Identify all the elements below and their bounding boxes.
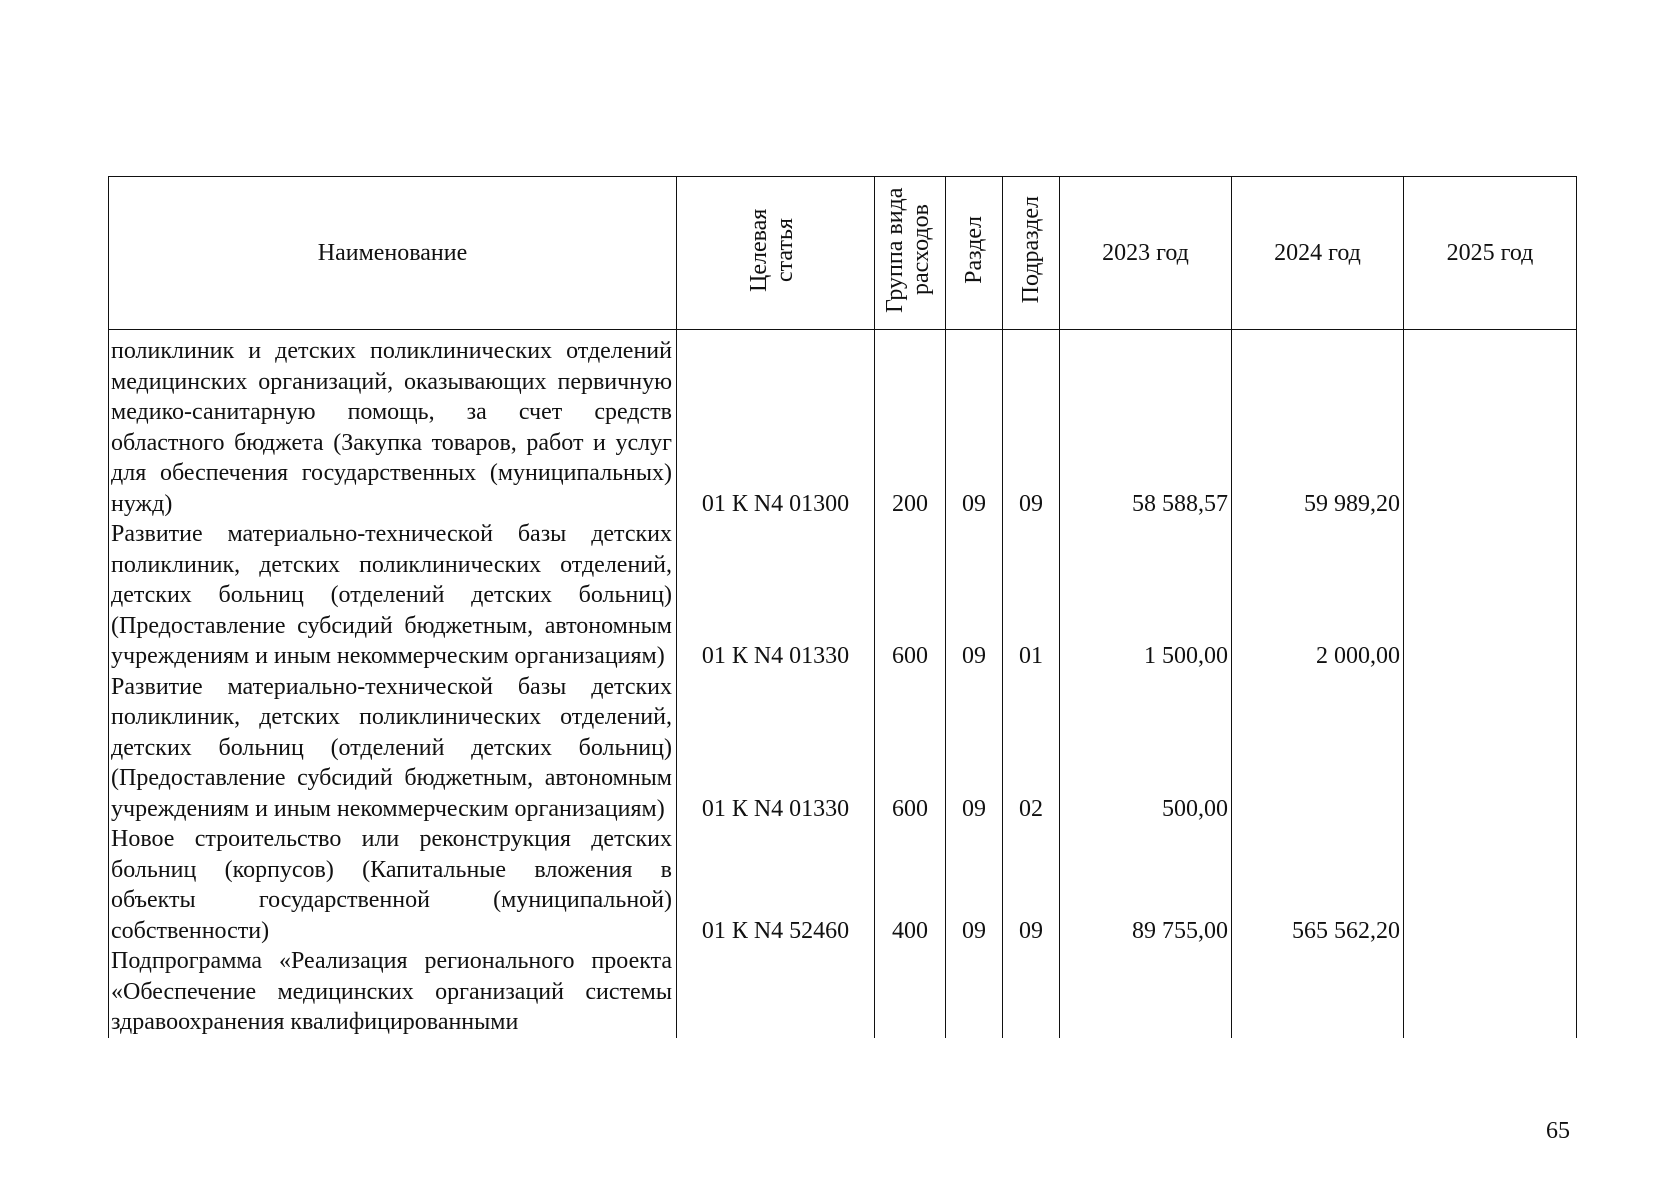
row-name: Развитие материально-технической базы детских поликлиник, детских поликлинических отделений, детских больниц (отделений детских больниц) (Предоставление субсидий бюджетным, автономным учреждениям и иным некоммерческим организациям)	[109, 672, 677, 825]
table-row	[109, 330, 1577, 520]
row-subsection	[1003, 946, 1060, 1038]
row-2025-value	[1404, 672, 1577, 825]
header-subsection-label: Подраздел	[1018, 195, 1044, 304]
header-section-label: Раздел	[961, 215, 987, 284]
header-subsection	[1003, 177, 1060, 330]
row-expense-group: 600	[875, 672, 946, 825]
table-row	[109, 824, 1577, 946]
page-number: 65	[1546, 1118, 1570, 1144]
row-2023-value: 58 588,57	[1060, 330, 1232, 520]
row-2025-value	[1404, 519, 1577, 672]
row-section: 09	[946, 519, 1003, 672]
row-2025-value	[1404, 824, 1577, 946]
row-name: Подпрограмма «Реализация регионального проекта «Обеспечение медицинских организаций системы здравоохранения квалифицированными	[109, 946, 677, 1038]
row-target-article: 01 К N4 01330	[677, 672, 875, 825]
header-name: Наименование	[109, 177, 677, 330]
row-2023-value	[1060, 946, 1232, 1038]
row-expense-group	[875, 946, 946, 1038]
table-row	[109, 946, 1577, 1038]
row-2025-value	[1404, 330, 1577, 520]
row-2023-value: 1 500,00	[1060, 519, 1232, 672]
table-row	[109, 672, 1577, 825]
row-2023-value: 89 755,00	[1060, 824, 1232, 946]
row-name: Развитие материально-технической базы детских поликлиник, детских поликлинических отделений, детских больниц (отделений детских больниц) (Предоставление субсидий бюджетным, автономным учреждениям и иным некоммерческим организациям)	[109, 519, 677, 672]
header-expense-group	[875, 177, 946, 330]
row-expense-group: 200	[875, 330, 946, 520]
row-subsection: 02	[1003, 672, 1060, 825]
row-target-article: 01 К N4 01330	[677, 519, 875, 672]
row-name: Новое строительство или реконструкция детских больниц (корпусов) (Капитальные вложения в объекты государственной (муниципальной) собственности)	[109, 824, 677, 946]
row-subsection: 09	[1003, 824, 1060, 946]
row-2024-value: 2 000,00	[1232, 519, 1404, 672]
row-2024-value: 59 989,20	[1232, 330, 1404, 520]
header-target-article	[677, 177, 875, 330]
row-name: поликлиник и детских поликлинических отделений медицинских организаций, оказывающих первичную медико-санитарную помощь, за счет средств областного бюджета (Закупка товаров, работ и услуг для обеспечения государственных (муниципальных) нужд)	[109, 330, 677, 520]
row-section: 09	[946, 672, 1003, 825]
table-header-row	[109, 177, 1577, 330]
row-2025-value	[1404, 946, 1577, 1038]
budget-table	[108, 176, 1577, 1038]
header-target-article-label: Целевая статья	[745, 207, 798, 292]
row-subsection: 01	[1003, 519, 1060, 672]
row-2024-value	[1232, 672, 1404, 825]
row-2024-value: 565 562,20	[1232, 824, 1404, 946]
row-section	[946, 946, 1003, 1038]
row-target-article	[677, 946, 875, 1038]
row-2024-value	[1232, 946, 1404, 1038]
row-subsection: 09	[1003, 330, 1060, 520]
header-section	[946, 177, 1003, 330]
row-expense-group: 600	[875, 519, 946, 672]
header-2023: 2023 год	[1060, 177, 1232, 330]
row-expense-group: 400	[875, 824, 946, 946]
header-2024: 2024 год	[1232, 177, 1404, 330]
table-row	[109, 519, 1577, 672]
header-expense-group-label: Группа вида расходов	[882, 186, 934, 313]
header-2025: 2025 год	[1404, 177, 1577, 330]
row-target-article: 01 К N4 52460	[677, 824, 875, 946]
row-target-article: 01 К N4 01300	[677, 330, 875, 520]
row-section: 09	[946, 824, 1003, 946]
row-2023-value: 500,00	[1060, 672, 1232, 825]
row-section: 09	[946, 330, 1003, 520]
